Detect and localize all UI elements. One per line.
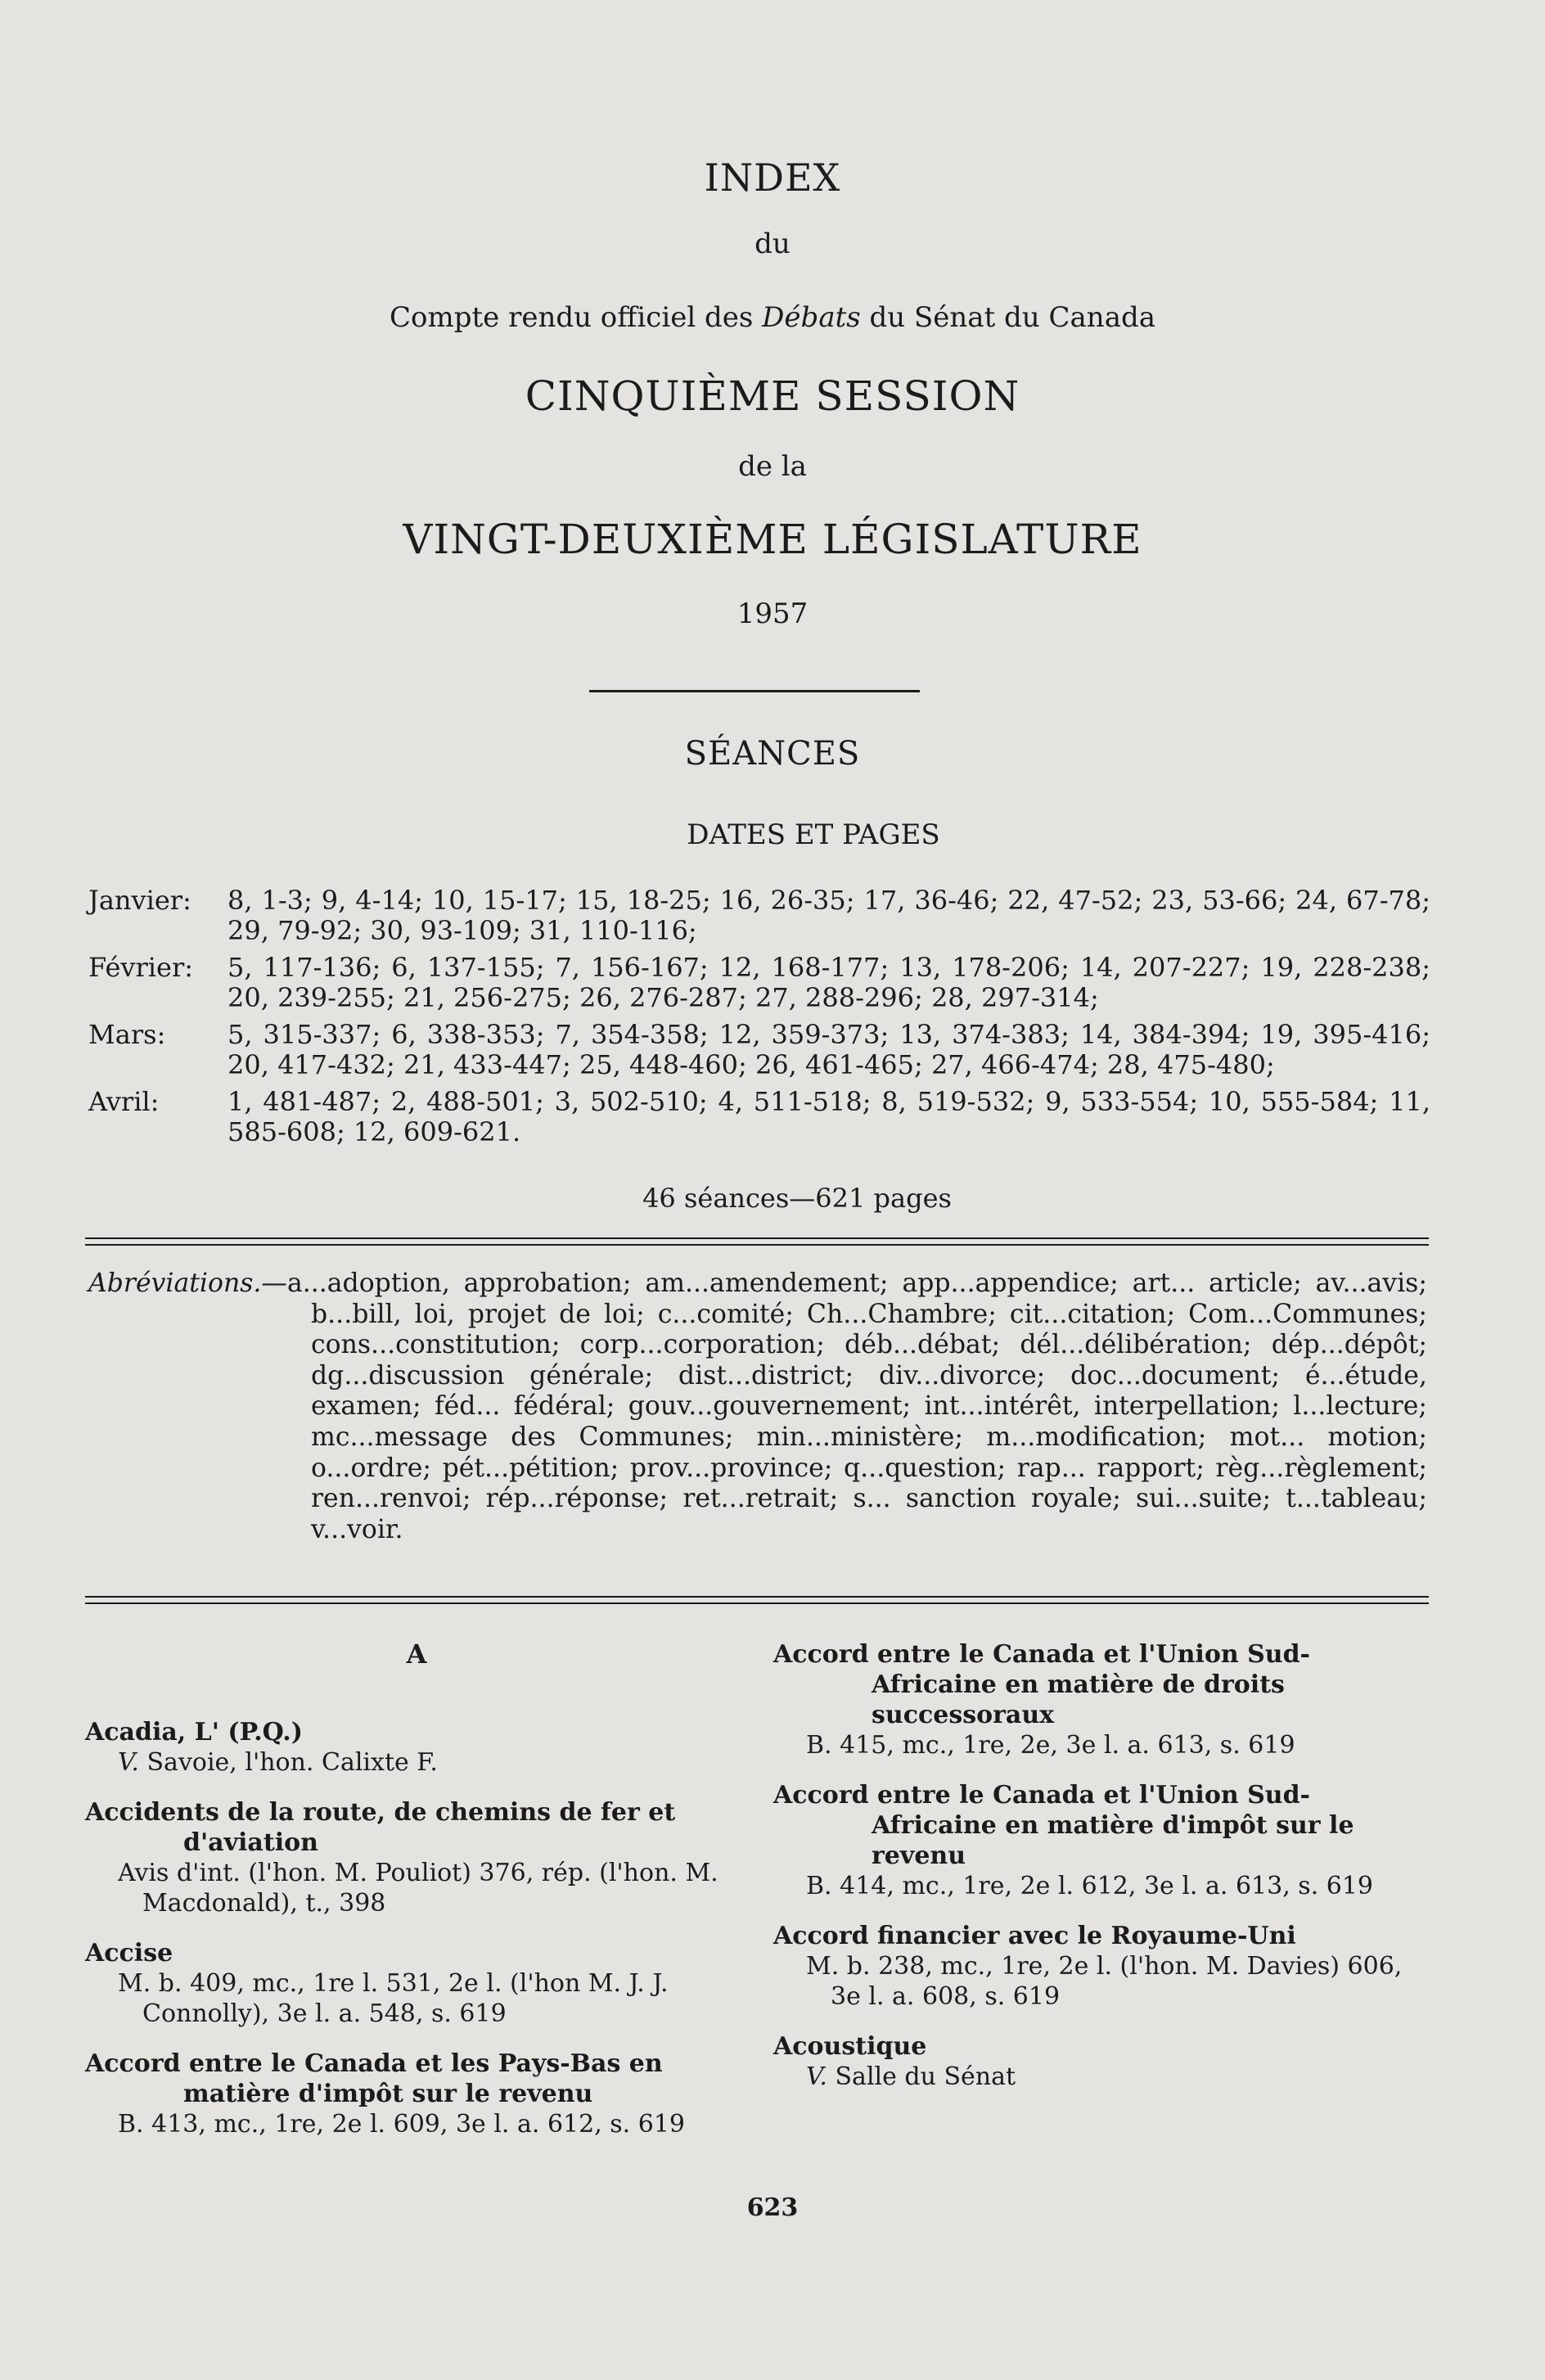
- month-row-mars: [88, 1020, 1430, 1080]
- seances-total: 46 séances—621 pages: [642, 1183, 952, 1214]
- section-letter: A: [406, 1639, 427, 1670]
- abbreviation-item: min...ministère ;: [757, 1422, 987, 1452]
- abbreviation-item: int...intérêt, interpellation ;: [924, 1391, 1293, 1421]
- abbreviation-item: v...voir .: [311, 1515, 403, 1544]
- reference-text: Salle du Sénat: [827, 2062, 1016, 2091]
- abbreviation-item: s... sanction royale ;: [853, 1484, 1136, 1513]
- compte-post: du Sénat du Canada: [869, 301, 1155, 334]
- entry-reference: [773, 1871, 1428, 1901]
- entry-reference: [85, 1747, 748, 1778]
- abbreviations-text: [88, 1269, 1427, 1545]
- abbreviation-item: dg...discussion générale ;: [311, 1361, 678, 1391]
- abbreviation-item: ren...renvoi ;: [311, 1484, 486, 1513]
- abbreviation-item: doc...document ;: [1070, 1361, 1305, 1391]
- abbreviation-item: m...modification ;: [986, 1422, 1229, 1452]
- entry-heading: Accord entre le Canada et l'Union Sud-Africaine en matière de droits successoraux: [773, 1640, 1311, 1729]
- abbreviation-item: c...comité ;: [658, 1300, 807, 1329]
- seances-dates: [88, 886, 1430, 1154]
- abbreviation-item: av...avis ;: [1316, 1269, 1427, 1298]
- month-dates: 5, 315-337; 6, 338-353; 7, 354-358; 12, 359-373; 13, 374-383; 14, 384-394; 19, 395-416; 20, 417-432; 21, 433-447; 25, 448-460; 26, 461-465; 27, 466-474; 28, 475-480;: [227, 1019, 1430, 1080]
- index-entry: [773, 1921, 1428, 2012]
- index-entry: [85, 1797, 748, 1918]
- reference-text: B. 414, mc., 1re, 2e l. 612, 3e l. a. 613, s. 619: [806, 1872, 1374, 1900]
- abbreviation-item: q...question ;: [844, 1454, 1017, 1483]
- abbreviation-item: a...adoption, approbation ;: [287, 1269, 645, 1298]
- compte-italic: Débats: [762, 301, 861, 334]
- entry-reference: [85, 1968, 748, 2029]
- month-label: Février:: [88, 952, 194, 983]
- index-entry: [773, 1780, 1428, 1901]
- left-entries: [85, 1717, 748, 2139]
- index-title: INDEX: [704, 156, 841, 200]
- entry-reference: [85, 2109, 748, 2139]
- entry-reference: [773, 2062, 1428, 2092]
- abbreviation-item: mot... motion ;: [1230, 1422, 1427, 1452]
- abbreviation-item: féd... fédéral ;: [435, 1391, 628, 1421]
- abbreviation-item: art... article ;: [1133, 1269, 1316, 1298]
- abbreviation-item: t...tableau ;: [1286, 1484, 1427, 1513]
- compte-pre: Compte rendu officiel des: [389, 301, 754, 334]
- abbreviation-item: gouv...gouvernement ;: [628, 1391, 925, 1421]
- abbr-top-rule-1: [85, 1237, 1429, 1239]
- abbreviation-item: pét...pétition ;: [443, 1454, 630, 1483]
- abbreviation-item: Ch...Chambre ;: [807, 1300, 1010, 1329]
- abbreviation-item: mc...message des Communes ;: [311, 1422, 757, 1452]
- month-dates: 1, 481-487; 2, 488-501; 3, 502-510; 4, 511-518; 8, 519-532; 9, 533-554; 10, 555-584; 11, 585-608; 12, 609-621.: [227, 1086, 1430, 1147]
- entry-reference: [773, 1951, 1428, 2012]
- center-rule: [589, 690, 920, 692]
- reference-text: M. b. 238, mc., 1re, 2e l. (l'hon. M. Davies) 606, 3e l. a. 608, s. 619: [806, 1952, 1403, 2011]
- abbreviation-item: prov...province ;: [630, 1454, 844, 1483]
- abbreviation-item: o...ordre ;: [311, 1454, 443, 1483]
- abbreviation-item: div...divorce ;: [879, 1361, 1070, 1391]
- abbreviation-item: rép...réponse ;: [486, 1484, 683, 1513]
- abbreviation-item: dél...délibération ;: [1020, 1330, 1271, 1359]
- entry-heading: Accord entre le Canada et les Pays-Bas en matière d'impôt sur le revenu: [85, 2049, 663, 2108]
- abbreviation-item: rap... rapport ;: [1017, 1454, 1216, 1483]
- month-row-fevrier: [88, 953, 1430, 1013]
- dates-pages-subtitle: DATES ET PAGES: [687, 818, 940, 851]
- abbreviation-item: dép...dépôt ;: [1272, 1330, 1427, 1359]
- month-label: Janvier:: [88, 885, 191, 916]
- abbreviation-item: app...appendice ;: [902, 1269, 1132, 1298]
- reference-text: M. b. 409, mc., 1re l. 531, 2e l. (l'hon M. J. J. Connolly), 3e l. a. 548, s. 619: [118, 1969, 669, 2028]
- abbr-bottom-rule-2: [85, 1602, 1429, 1604]
- month-label: Mars:: [88, 1019, 166, 1050]
- abbreviation-item: am...amendement ;: [645, 1269, 902, 1298]
- entry-heading: Acadia, L' (P.Q.): [85, 1718, 303, 1747]
- abbreviations-block: [88, 1269, 1427, 1545]
- session-title: CINQUIÈME SESSION: [525, 372, 1020, 420]
- du-line: du: [754, 228, 791, 260]
- reference-text: Avis d'int. (l'hon. M. Pouliot) 376, rép. (l'hon. M. Macdonald), t., 398: [118, 1859, 718, 1918]
- index-entry: [773, 1639, 1428, 1760]
- abbreviation-item: ret...retrait ;: [682, 1484, 853, 1513]
- month-row-avril: [88, 1087, 1430, 1147]
- index-left-column: [85, 1639, 748, 2159]
- entry-heading: Accord financier avec le Royaume-Uni: [773, 1922, 1296, 1950]
- abbreviation-item: cons...constitution ;: [311, 1330, 580, 1359]
- abbreviation-item: règ...règlement ;: [1215, 1454, 1427, 1483]
- index-entry: [773, 2031, 1428, 2092]
- voir-marker: V.: [118, 1748, 139, 1777]
- year: 1957: [736, 597, 809, 630]
- abbreviation-item: b...bill, loi, projet de loi ;: [311, 1300, 658, 1329]
- month-dates: 5, 117-136; 6, 137-155; 7, 156-167; 12, 168-177; 13, 178-206; 14, 207-227; 19, 228-238; 20, 239-255; 21, 256-275; 26, 276-287; 27, 288-296; 28, 297-314;: [227, 952, 1430, 1013]
- index-entry: [85, 1717, 748, 1778]
- month-row-janvier: [88, 886, 1430, 946]
- reference-text: B. 415, mc., 1re, 2e, 3e l. a. 613, s. 619: [806, 1731, 1295, 1760]
- abbr-top-rule-2: [85, 1244, 1429, 1246]
- reference-text: B. 413, mc., 1re, 2e l. 609, 3e l. a. 612, s. 619: [118, 2110, 686, 2139]
- abbreviation-item: corp...corporation ;: [580, 1330, 845, 1359]
- reference-text: Savoie, l'hon. Calixte F.: [138, 1748, 438, 1777]
- abbreviations-label: Abréviations.—: [88, 1269, 287, 1298]
- legislature-title: VINGT-DEUXIÈME LÉGISLATURE: [403, 516, 1142, 563]
- index-entry: [85, 1938, 748, 2029]
- entry-heading: Accidents de la route, de chemins de fer et d'aviation: [85, 1798, 676, 1857]
- right-entries: [773, 1639, 1428, 2092]
- abbreviation-item: é...étude, examen ;: [311, 1361, 1427, 1422]
- entry-heading: Accord entre le Canada et l'Union Sud-Africaine en matière d'impôt sur le revenu: [773, 1781, 1354, 1870]
- month-label: Avril:: [88, 1086, 160, 1117]
- entry-heading: Accise: [85, 1939, 173, 1968]
- abbreviation-item: sui...suite ;: [1136, 1484, 1286, 1513]
- entry-heading: Acoustique: [773, 2032, 927, 2061]
- abbreviation-item: dist...district ;: [678, 1361, 879, 1391]
- abbreviations-list: [287, 1269, 1427, 1544]
- month-dates: 8, 1-3; 9, 4-14; 10, 15-17; 15, 18-25; 16, 26-35; 17, 36-46; 22, 47-52; 23, 53-66; 24, 67-78; 29, 79-92; 30, 93-109; 31, 110-116;: [227, 885, 1430, 946]
- de-la-line: de la: [738, 450, 807, 483]
- abbreviation-item: déb...débat ;: [845, 1330, 1020, 1359]
- index-right-column: [773, 1639, 1428, 2112]
- voir-marker: V.: [806, 2062, 827, 2091]
- entry-reference: [773, 1730, 1428, 1760]
- abbr-bottom-rule-1: [85, 1596, 1429, 1598]
- abbreviation-item: cit...citation ;: [1010, 1300, 1188, 1329]
- abbreviation-item: l...lecture ;: [1293, 1391, 1427, 1421]
- abbreviation-item: Com...Communes ;: [1188, 1300, 1427, 1329]
- seances-title: SÉANCES: [684, 735, 861, 773]
- entry-reference: [85, 1858, 748, 1918]
- index-entry: [85, 2049, 748, 2139]
- page-number: 623: [746, 2193, 799, 2222]
- compte-rendu-line: [0, 301, 1545, 334]
